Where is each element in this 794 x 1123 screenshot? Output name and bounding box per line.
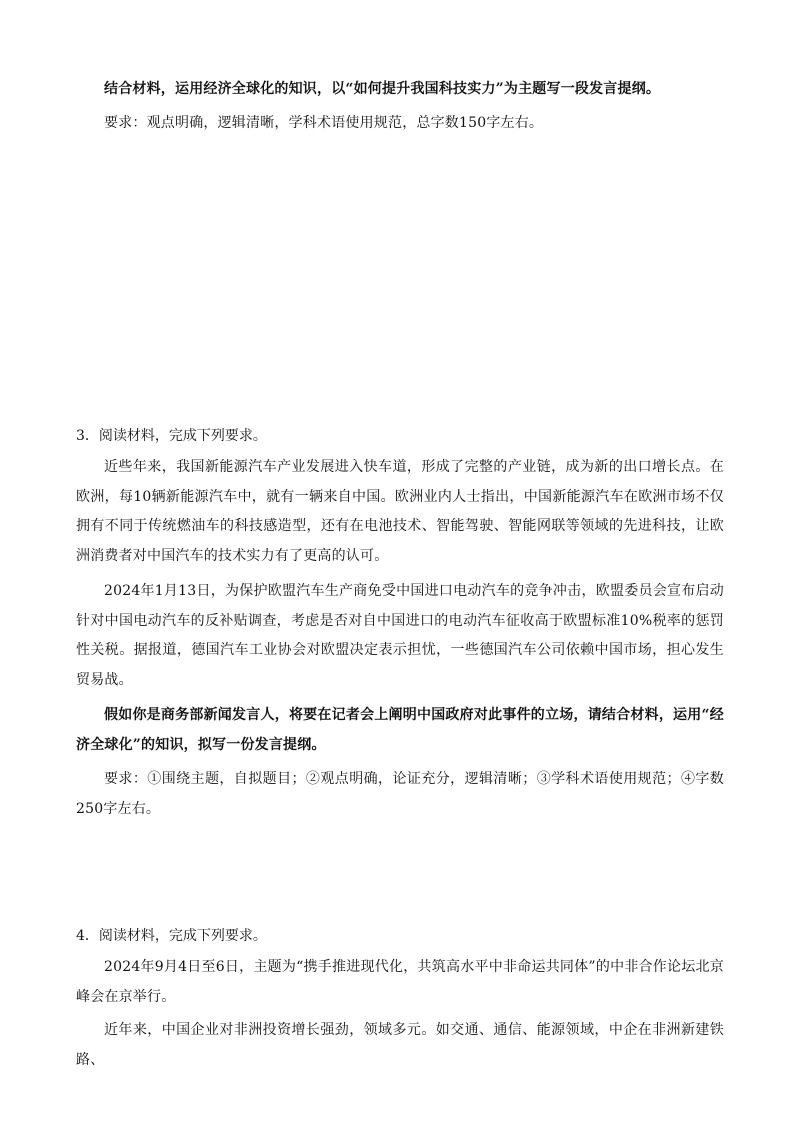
q3-material-para1: 近些年来，我国新能源汽车产业发展进入快车道，形成了完整的产业链，成为新的出口增长点。在欧洲，每10辆新能源汽车中，就有一辆来自中国。欧洲业内人士指出，中国新能源汽车在欧洲市场不仅拥有不同于传统燃油车的科技感造型，还有在电池技术、智能驾驶、智能网联等领域的先进科技，让欧洲消费者对中国汽车的技术实力有了更高的认可。	[76, 459, 724, 564]
q3-heading: 3．阅读材料，完成下列要求。	[76, 428, 267, 444]
q2-requirement: 要求：观点明确，逻辑清晰，学科术语使用规范，总字数150字左右。	[104, 115, 544, 131]
q4-material-para1: 2024年9月4日至6日，主题为“携手推进现代化，共筑高水平中非命运共同体”的中非合作论坛北京峰会在京举行。	[76, 959, 724, 1005]
q3-requirement: 要求：①围绕主题，自拟题目；②观点明确，论证充分，逻辑清晰；③学科术语使用规范；④字数250字左右。	[76, 771, 724, 817]
q4-material-para2: 近年来，中国企业对非洲投资增长强劲，领域多元。如交通、通信、能源领域，中企在非洲新建铁路、	[76, 1022, 724, 1068]
q3-prompt: 假如你是商务部新闻发言人，将要在记者会上阐明中国政府对此事件的立场，请结合材料，运用“经济全球化”的知识，拟写一份发言提纲。	[76, 707, 724, 753]
q2-prompt: 结合材料，运用经济全球化的知识，以“如何提升我国科技实力”为主题写一段发言提纲。	[104, 81, 661, 97]
q4-heading: 4．阅读材料，完成下列要求。	[76, 928, 267, 944]
q3-material-para2: 2024年1月13日，为保护欧盟汽车生产商免受中国进口电动汽车的竞争冲击，欧盟委员会宣布启动针对中国电动汽车的反补贴调查，考虑是否对自中国进口的电动汽车征收高于欧盟标准10%税率的惩罚性关税。据报道，德国汽车工业协会对欧盟决定表示担忧，一些德国汽车公司依赖中国市场，担心发生贸易战。	[76, 583, 724, 688]
